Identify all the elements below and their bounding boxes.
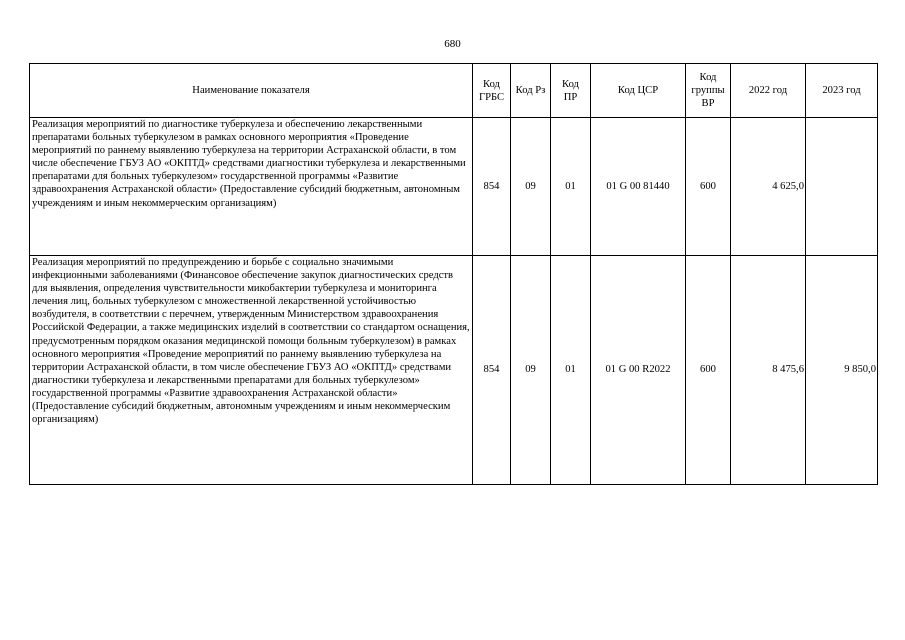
table-row xyxy=(30,256,878,485)
budget-table xyxy=(29,63,878,485)
header-rz: Код Рз xyxy=(511,64,551,118)
row-csr: 01 G 00 R2022 xyxy=(591,256,686,485)
row-name: Реализация мероприятий по диагностике туберкулеза и обеспечению лекарственными препаратами больных туберкулезом в рамках основного мероприятия «Проведение мероприятий по раннему выявлению туберкулеза на территории Астраханской области, в том числе обеспечение ГБУЗ АО «ОКПТД» средствами диагностики туберкулеза и лекарственными препаратами для больных туберкулезом» государственной программы «Развитие здравоохранения Астраханской области» (Предоставление субсидий бюджетным, автономным учреждениям и иным некоммерческим организациям) xyxy=(30,118,473,256)
header-2022: 2022 год xyxy=(731,64,806,118)
header-name: Наименование показателя xyxy=(30,64,473,118)
row-2023 xyxy=(806,118,878,256)
page-number: 680 xyxy=(444,38,461,50)
row-name: Реализация мероприятий по предупреждению и борьбе с социально значимыми инфекционными заболеваниями (Финансовое обеспечение закупок диагностических средств для выявления, определения чувствительности микобактерии туберкулеза и мониторинга лечения лиц, больных туберкулезом с множественной лекарственной устойчивостью возбудителя, в соответствии с перечнем, утвержденным Министерством здравоохранения Российской Федерации, а также медицинских изделий в соответствии со стандартом оснащения, предусмотренным порядком оказания медицинской помощи больным туберкулезом) в рамках основного мероприятия «Проведение мероприятий по раннему выявлению туберкулеза на территории Астраханской области, в том числе обеспечение ГБУЗ АО «ОКПТД» средствами диагностики туберкулеза и лекарственными препаратами для больных туберкулезом» государственной программы «Развитие здравоохранения Астраханской области» (Предоставление субсидий бюджетным, автономным учреждениям и иным некоммерческим организациям) xyxy=(30,256,473,485)
row-2023: 9 850,0 xyxy=(806,256,878,485)
header-pr: Код ПР xyxy=(551,64,591,118)
row-2022: 8 475,6 xyxy=(731,256,806,485)
row-pr: 01 xyxy=(551,256,591,485)
row-grbs: 854 xyxy=(473,118,511,256)
header-vr: Код группы ВР xyxy=(686,64,731,118)
row-vr: 600 xyxy=(686,256,731,485)
row-pr: 01 xyxy=(551,118,591,256)
table-header-row xyxy=(30,64,878,118)
row-grbs: 854 xyxy=(473,256,511,485)
header-2023: 2023 год xyxy=(806,64,878,118)
header-grbs: Код ГРБС xyxy=(473,64,511,118)
header-csr: Код ЦСР xyxy=(591,64,686,118)
row-rz: 09 xyxy=(511,118,551,256)
row-vr: 600 xyxy=(686,118,731,256)
row-2022: 4 625,0 xyxy=(731,118,806,256)
table-row xyxy=(30,118,878,256)
row-rz: 09 xyxy=(511,256,551,485)
row-csr: 01 G 00 81440 xyxy=(591,118,686,256)
